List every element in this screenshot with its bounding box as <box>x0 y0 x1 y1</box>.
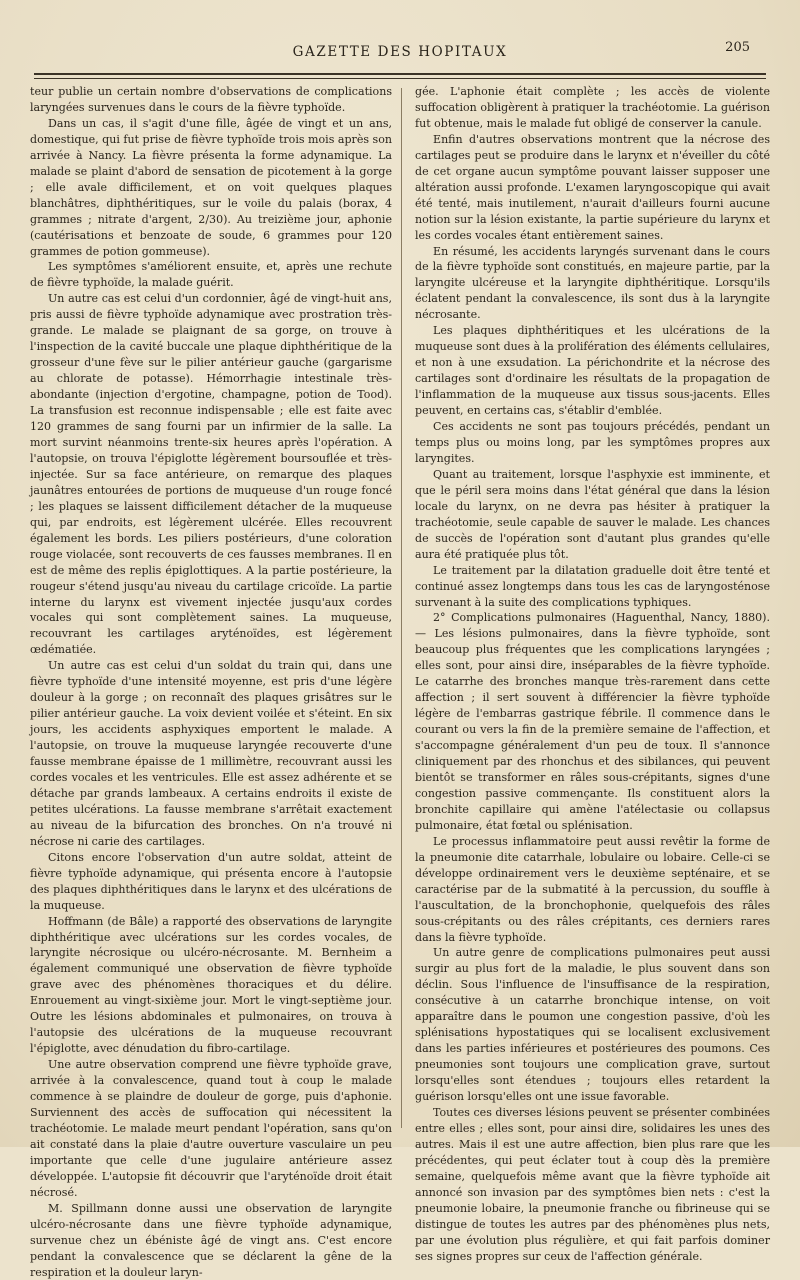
page-header-title: GAZETTE DES HOPITAUX <box>292 44 508 60</box>
column-divider <box>401 88 402 1128</box>
right-column <box>415 84 770 1265</box>
paragraph: Ces accidents ne sont pas toujours précédés, pendant un temps plus ou moins long, par les symptômes propres aux laryngites. <box>415 420 770 465</box>
paragraph: Citons encore l'observation d'un autre soldat, atteint de fièvre typhoïde adynamique, qui présenta encore à l'autopsie des plaques diphthéritiques dans le larynx et des ulcérations de la muqueuse. <box>30 850 392 912</box>
paragraph: Les plaques diphthéritiques et les ulcérations de la muqueuse sont dues à la prolifération des éléments cellulaires, et non à une exsudation. La périchondrite et la nécrose des cartilages sont d'ordinaire les résultats de la propagation de l'inflammation de la muqueuse aux tissus sous-jacents. Elles peuvent, en certains cas, s'établir d'emblée. <box>415 324 770 418</box>
page-number: 205 <box>725 40 750 55</box>
left-column <box>30 84 392 1280</box>
paragraph: Hoffmann (de Bâle) a rapporté des observations de laryngite diphthéritique avec ulcérations sur les cordes vocales, de laryngite nécrosique ou ulcéro-nécrosante. M. Bernheim a également communiqué une observation de fièvre typhoïde grave avec des phénomènes thoraciques et du délire. Enrouement au vingt-sixième jour. Mort le vingt-septième jour. Outre les lésions abdominales et pulmonaires, on trouva à l'autopsie des ulcérations de la muqueuse recouvrant l'épiglotte, avec dénudation du fibro-cartilage. <box>30 914 392 1056</box>
paragraph: Un autre genre de complications pulmonaires peut aussi surgir au plus fort de la maladie, le plus souvent dans son déclin. Sous l'influence de l'insuffisance de la respiration, consécutive à un catarrhe bronchique intense, on voit apparaître dans le poumon une congestion passive, d'où les splénisations hypostatiques qui se localisent exclusivement dans les parties inférieures et postérieures des poumons. Ces pneumonies sont toujours une complication grave, surtout lorsqu'elles sont étendues ; toujours elles retardent la guérison lorsqu'elles ont une issue favorable. <box>415 946 770 1104</box>
paragraph: Quant au traitement, lorsque l'asphyxie est imminente, et que le péril sera moins dans l'état général que dans la lésion locale du larynx, on ne devra pas hésiter à pratiquer la trachéotomie, seule capable de sauver le malade. Les chances de succès de l'opération sont d'autant plus grandes qu'elle aura été pratiquée plus tôt. <box>415 467 770 561</box>
paragraph: teur publie un certain nombre d'observations de complications laryngées survenues dans le cours de la fièvre typhoïde. <box>30 85 392 114</box>
paragraph: Le traitement par la dilatation graduelle doit être tenté et continué assez longtemps dans tous les cas de laryngosténose survenant à la suite des complications typhiques. <box>415 563 770 609</box>
paragraph: Toutes ces diverses lésions peuvent se présenter combinées entre elles ; elles sont, pour ainsi dire, solidaires les unes des autres. Mais il est une autre affection, bien plus rare que les précédentes, qui peut éclater tout à coup dès la première semaine, quelquefois même avant que la fièvre typhoïde ait annoncé son invasion par des symptômes bien nets : c'est la pneumonie lobaire, la pneumonie franche ou fibrineuse qui se distingue de toutes les autres par des phénomènes plus nets, par une évolution plus régulière, et qui fait parfois dominer ses signes propres sur ceux de l'affection générale. <box>415 1106 770 1263</box>
paragraph: 2° Complications pulmonaires (Haguenthal, Nancy, 1880). — Les lésions pulmonaires, dans la fièvre typhoïde, sont beaucoup plus fréquentes que les complications laryngées ; elles sont, pour ainsi dire, inséparables de la fièvre typhoïde. Le catarrhe des bronches manque très-rarement dans cette affection ; il sert souvent à différencier la fièvre typhoïde légère de l'embarras gastrique fébrile. Il commence dans le courant ou vers la fin de la première semaine de l'affection, et s'accompagne généralement d'un peu de toux. Il s'annonce cliniquement par des rhonchus et des sibilances, qui peuvent bientôt se transformer en râles sous-crépitants, signes d'une congestion passive commençante. Ils constituent alors la bronchite capillaire qui amène l'atélectasie ou collapsus pulmonaire, état fœtal ou splénisation. <box>415 611 770 832</box>
paragraph: Les symptômes s'améliorent ensuite, et, après une rechute de fièvre typhoïde, la malade guérit. <box>30 260 392 290</box>
header-rule-thin <box>34 78 766 79</box>
paragraph: Dans un cas, il s'agit d'une fille, âgée de vingt et un ans, domestique, qui fut prise de fièvre typhoïde trois mois après son arrivée à Nancy. La fièvre présenta la forme adynamique. La malade se plaint d'abord de sensation de picotement à la gorge ; elle avale difficilement, et on voit quelques plaques blanchâtres, diphthéritiques, sur le voile du palais (borax, 4 grammes ; nitrate d'argent, 2/30). Au treizième jour, aphonie (cautérisations et benzoate de soude, 6 grammes pour 120 grammes de potion gommeuse). <box>30 116 392 258</box>
paragraph: Un autre cas est celui d'un cordonnier, âgé de vingt-huit ans, pris aussi de fièvre typhoïde adynamique avec prostration très-grande. Le malade se plaignant de sa gorge, on trouve à l'inspection de la cavité buccale une plaque diphthéritique de la grosseur d'une fève sur le pilier antérieur gauche (gargarisme au chlorate de potasse). Hémorrhagie intestinale très-abondante (injection d'ergotine, champagne, potion de Tood). La transfusion est reconnue indispensable ; elle est faite avec 120 grammes de sang fourni par un infirmier de la salle. La mort survint néanmoins trente-six heures après l'opération. A l'autopsie, on trouva l'épiglotte légèrement boursouflée et très-injectée. Sur sa face antérieure, on remarque des plaques jaunâtres entourées de portions de muqueuse d'un rouge foncé ; les plaques se laissent difficilement détacher de la muqueuse qui, par endroits, est légèrement ulcérée. Elles recouvrent également les bords. Les piliers postérieurs, d'une coloration rouge violacée, sont recouverts de ces fausses membranes. Il en est de même des replis épiglottiques. A la partie postérieure, la rougeur s'étend jusqu'au niveau du cartilage cricoïde. La partie interne du larynx est vivement injectée jusqu'aux cordes vocales qui sont complètement saines. La muqueuse, recouvrant les cartilages aryténoïdes, est légèrement œdématiée. <box>30 292 392 657</box>
paragraph: Enfin d'autres observations montrent que la nécrose des cartilages peut se produire dans le larynx et n'éveiller du côté de cet organe aucun symptôme pouvant laisser supposer une altération aussi profonde. L'examen laryngoscopique qui avait été tenté, mais inutilement, n'aurait d'ailleurs fourni aucune notion sur la lésion existante, la partie supérieure du larynx et les cordes vocales étant entièrement saines. <box>415 132 770 242</box>
paragraph: En résumé, les accidents laryngés survenant dans le cours de la fièvre typhoïde sont constitués, en majeure partie, par la laryngite ulcéreuse et la laryngite diphthéritique. Lorsqu'ils éclatent pendant la convalescence, ils sont dus à la laryngite nécrosante. <box>415 244 770 322</box>
paragraph: Un autre cas est celui d'un soldat du train qui, dans une fièvre typhoïde d'une intensité moyenne, est pris d'une légère douleur à la gorge ; on reconnaît des plaques grisâtres sur le pilier antérieur gauche. La voix devient voilée et s'éteint. En six jours, les accidents asphyxiques emportent le malade. A l'autopsie, on trouve la muqueuse laryngée recouverte d'une fausse membrane épaisse de 1 millimètre, recouvrant aussi les cordes vocales et les ventricules. Elle est assez adhérente et se détache par grands lambeaux. A certains endroits il existe de petites ulcérations. La fausse membrane s'arrêtait exactement au niveau de la bifurcation des bronches. On n'a trouvé ni nécrose ni carie des cartilages. <box>30 659 392 848</box>
paragraph: gée. L'aphonie était complète ; les accès de violente suffocation obligèrent à pratiquer la trachéotomie. La guérison fut obtenue, mais le malade fut obligé de conserver la canule. <box>415 85 770 130</box>
paragraph: Le processus inflammatoire peut aussi revêtir la forme de la pneumonie dite catarrhale, lobulaire ou lobaire. Celle-ci se développe ordinairement vers le deuxième septénaire, et se caractérise par de la submatité à la percussion, du souffle à l'auscultation, de la bronchophonie, quelquefois des râles sous-crépitants ou des râles crépitants, ces derniers rares dans la fièvre typhoïde. <box>415 834 770 944</box>
paragraph: Une autre observation comprend une fièvre typhoïde grave, arrivée à la convalescence, quand tout à coup le malade commence à se plaindre de douleur de gorge, puis d'aphonie. Surviennent des accès de suffocation qui nécessitent la trachéotomie. Le malade meurt pendant l'opération, sans qu'on ait constaté dans la plaie d'autre ouverture vasculaire un peu importante que celle d'une jugulaire antérieure assez développée. L'autopsie fit découvrir que l'aryténoïde droit était nécrosé. <box>30 1058 392 1199</box>
paragraph: M. Spillmann donne aussi une observation de laryngite ulcéro-nécrosante dans une fièvre typhoïde adynamique, survenue chez un ébéniste âgé de vingt ans. C'est encore pendant la convalescence que se déclarent la gêne de la respiration et la douleur laryn- <box>30 1201 392 1279</box>
header-rule-thick <box>34 73 766 75</box>
